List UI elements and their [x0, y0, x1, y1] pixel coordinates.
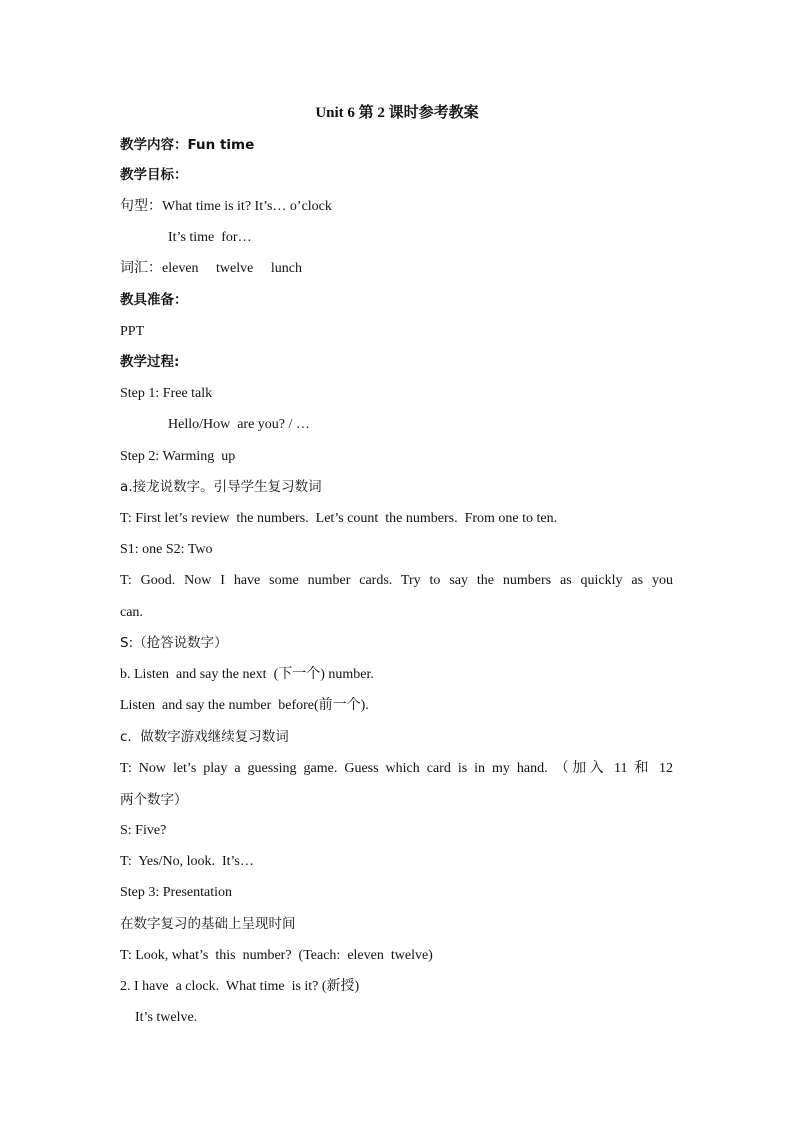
teaching-aids-item: PPT [120, 324, 145, 339]
dialogue-line: S: Five? [120, 823, 167, 838]
step-2-item-a: a.接龙说数字。引导学生复习数词 [120, 479, 322, 495]
dialogue-line: T: Yes/No, look. It’s… [120, 854, 254, 869]
step-3-intro: 在数字复习的基础上呈现时间 [120, 916, 296, 932]
dialogue-line: It’s twelve. [135, 1010, 198, 1025]
teaching-aids-heading: 教具准备： [120, 292, 188, 308]
step-2-item-c: c. 做数字游戏继续复习数词 [120, 729, 289, 745]
teaching-process-heading: 教学过程: [120, 354, 180, 370]
vocabulary-line: 词汇：eleven twelve lunch [120, 261, 302, 276]
step-3-heading: Step 3: Presentation [120, 885, 232, 900]
dialogue-line: can. [120, 605, 143, 620]
dialogue-line: T: Now let’s play a guessing game. Guess which card is in my hand. （加入 11 和 12 [120, 761, 673, 776]
step-2-heading: Step 2: Warming up [120, 449, 236, 464]
step-1-content: Hello/How are you? / … [168, 417, 310, 432]
dialogue-line: T: First let’s review the numbers. Let’s count the numbers. From one to ten. [120, 511, 558, 526]
dialogue-line: 两个数字） [120, 792, 188, 808]
step-1-heading: Step 1: Free talk [120, 386, 213, 401]
teaching-content-heading: 教学内容：Fun time [120, 137, 255, 153]
dialogue-line: S:（抢答说数字） [120, 635, 228, 651]
sentence-pattern-line-2: It’s time for… [168, 230, 252, 245]
dialogue-line: S1: one S2: Two [120, 542, 213, 557]
step-2-item-b-2: Listen and say the number before(前一个). [120, 698, 369, 713]
sentence-pattern-line: 句型：What time is it? It’s… o’clock [120, 199, 332, 214]
dialogue-line: T: Good. Now I have some number cards. Try to say the numbers as quickly as you [120, 573, 673, 588]
dialogue-line: T: Look, what’s this number? (Teach: eleven twelve) [120, 948, 433, 963]
dialogue-line: 2. I have a clock. What time is it? (新授) [120, 979, 360, 994]
step-2-item-b: b. Listen and say the next (下一个) number. [120, 667, 374, 682]
teaching-goals-heading: 教学目标： [120, 167, 188, 183]
document-title: Unit 6 第 2 课时参考教案 [315, 105, 479, 121]
